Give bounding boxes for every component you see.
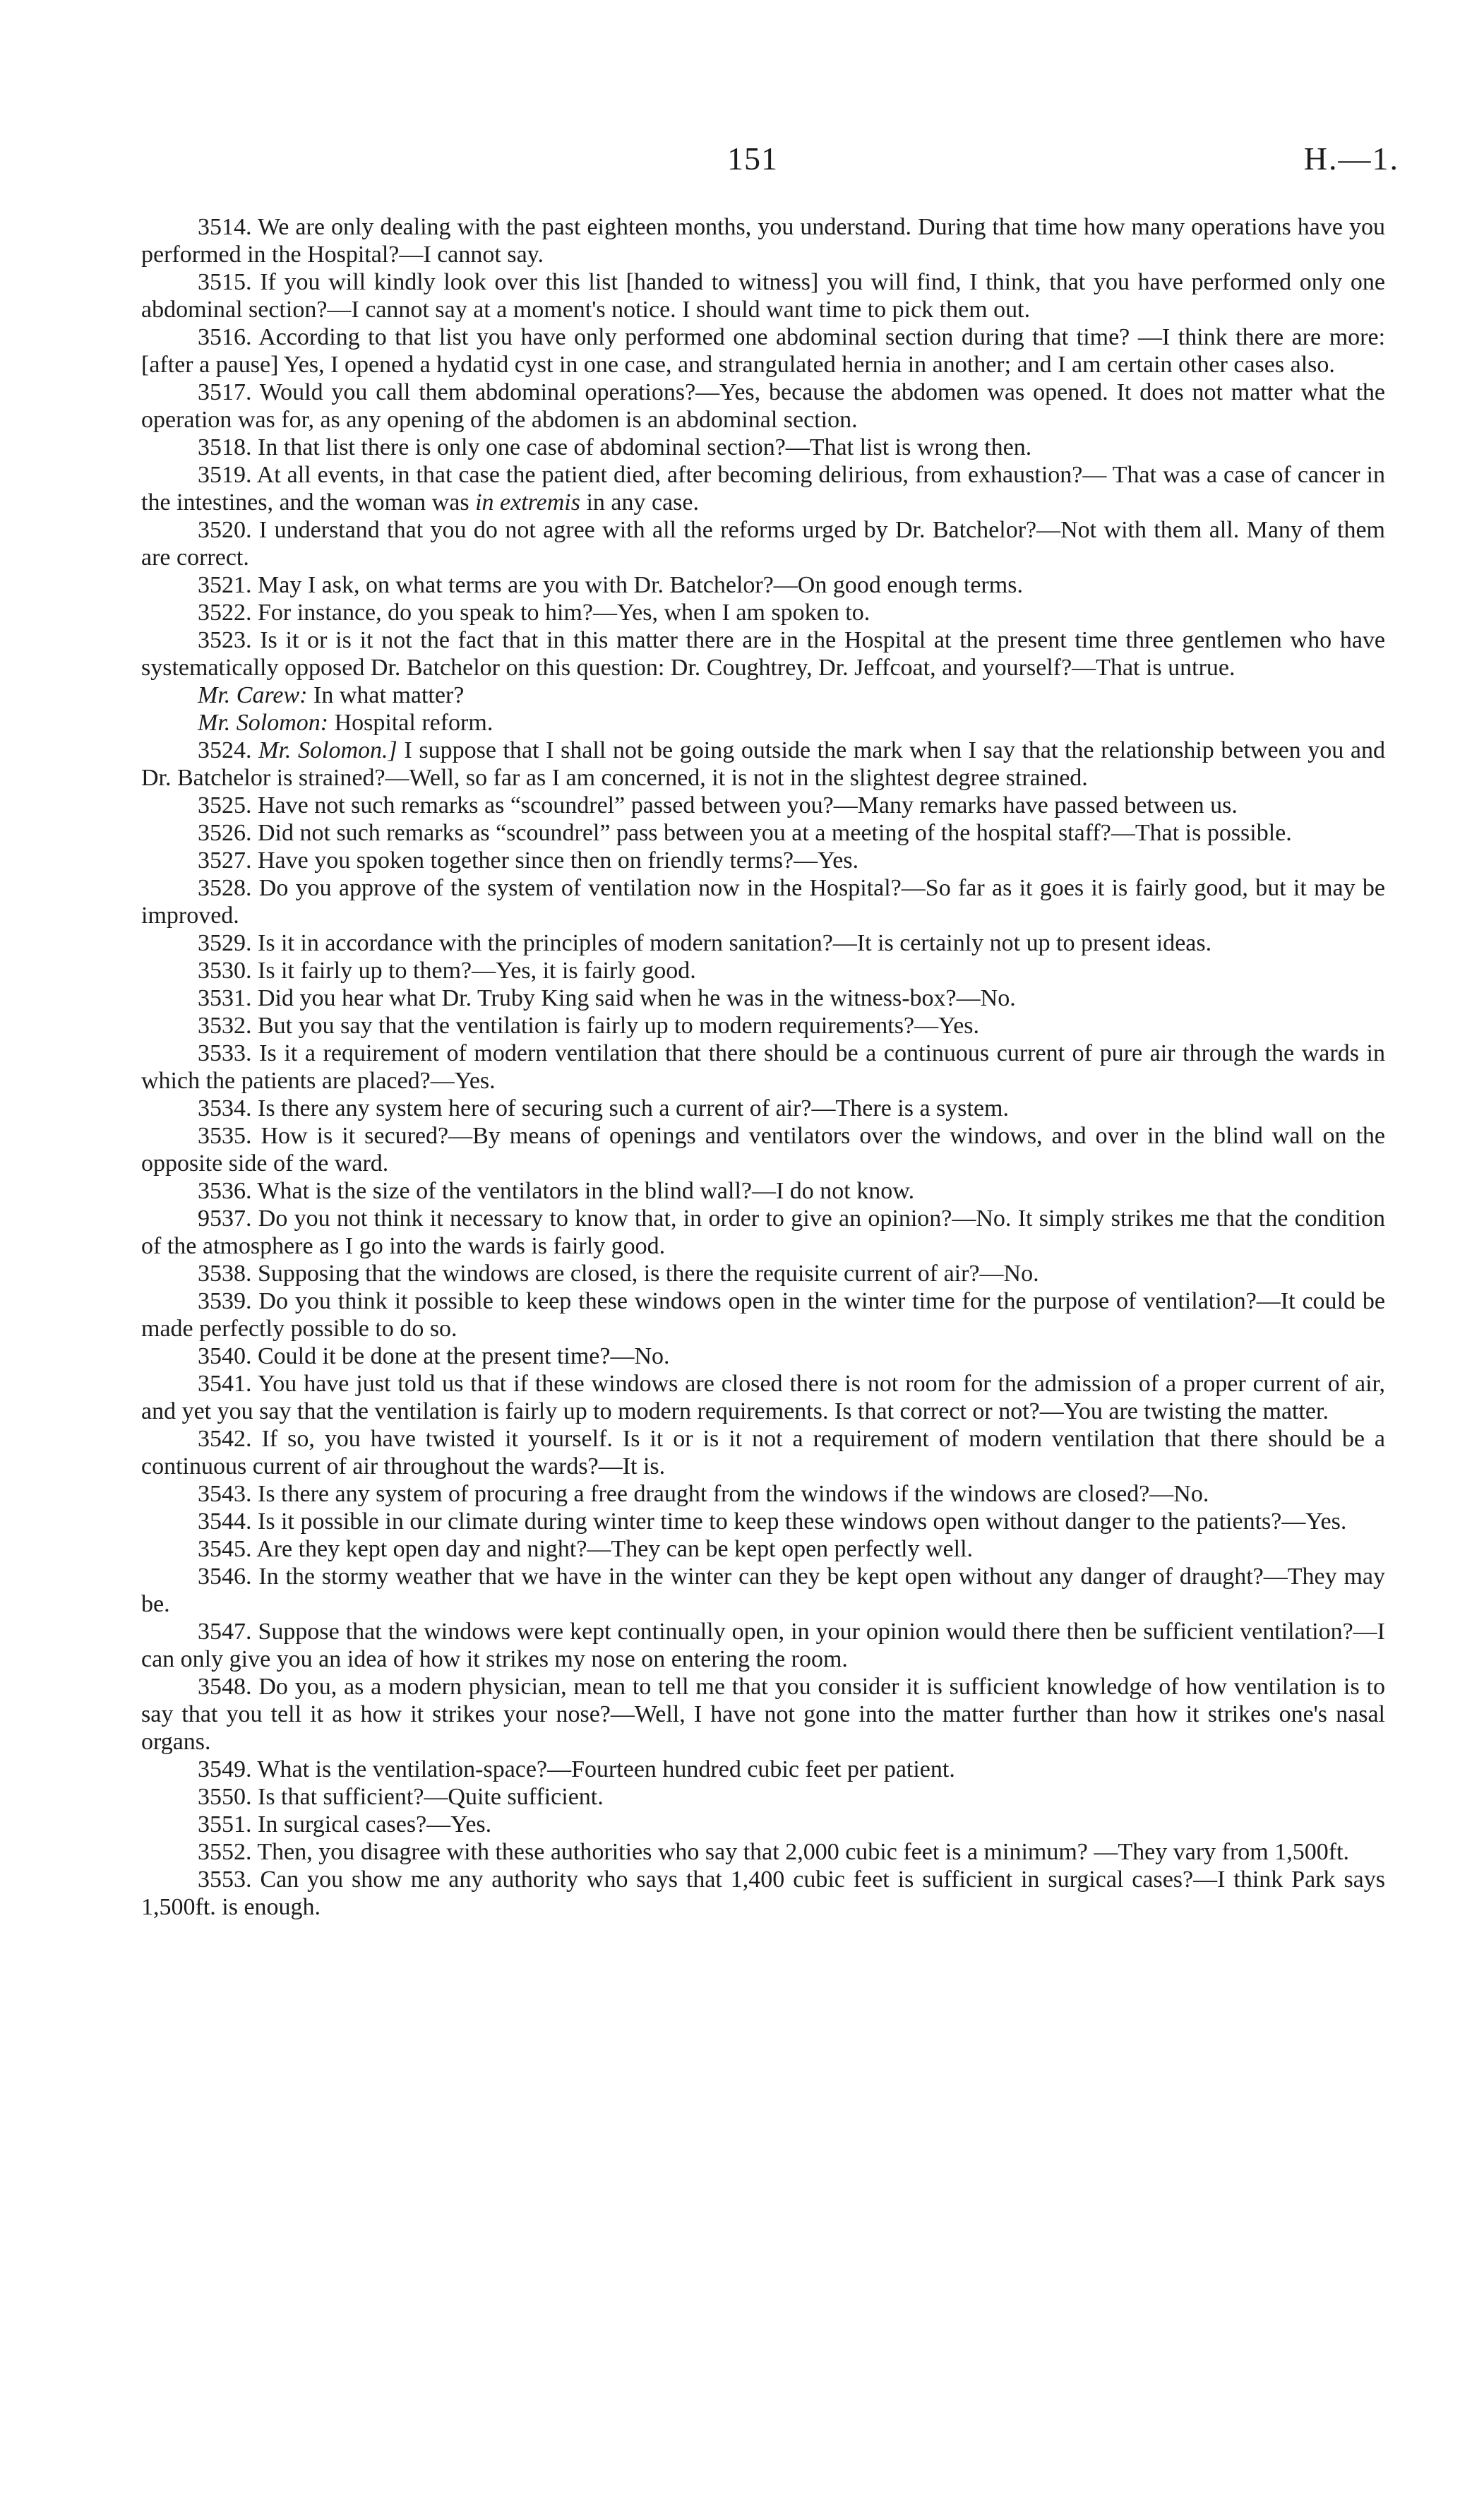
paragraph-text: Do you not think it necessary to know that, in order to give an opinion?—No. It simply strikes me that the condition of the atmosphere as I go into the wards is fairly good. [141,1205,1385,1259]
testimony-paragraph [141,1866,1385,1921]
testimony-paragraph [141,1756,1385,1783]
testimony-paragraph [141,461,1385,516]
testimony-paragraph [141,1260,1385,1287]
paragraph-number: 3550. [198,1784,258,1810]
paragraph-text: Is it or is it not the fact that in this matter there are in the Hospital at the present time three gentlemen who have systematically opposed Dr. Batchelor on this question: Dr. Coughtrey, Dr. Jeffcoat, and yourself?—That is untrue. [141,627,1385,681]
testimony-paragraph [141,1205,1385,1260]
paragraph-text: Are they kept open day and night?—They can be kept open perfectly well. [256,1536,974,1562]
testimony-paragraph [141,681,1385,709]
testimony-body [141,213,1385,1921]
testimony-paragraph [141,1811,1385,1838]
paragraph-number: 3525. [198,792,258,818]
paragraph-text: Do you approve of the system of ventilation now in the Hospital?—So far as it goes it is fairly good, but it may be improved. [141,875,1385,929]
testimony-paragraph [141,984,1385,1012]
paragraph-text: According to that list you have only performed one abdominal section during that time? —I think there are more: [after a pause] Yes, I opened a hydatid cyst in one case, and strangulated hernia in another; and I am certain other cases also. [141,324,1386,378]
paragraph-text: Is it possible in our climate during winter time to keep these windows open without danger to the patients?—Yes. [258,1508,1347,1535]
paragraph-text: Can you show me any authority who says that 1,400 cubic feet is sufficient in surgical cases?—I think Park says 1,500ft. is enough. [141,1866,1385,1920]
testimony-paragraph [141,819,1385,847]
paragraph-number: 3516. [198,324,259,350]
document-code: H.—1. [1303,141,1399,177]
paragraph-number: 3522. [198,600,258,626]
paragraph-number: 3531. [198,985,258,1011]
testimony-paragraph [141,379,1385,434]
paragraph-number: 3540. [198,1343,258,1369]
testimony-paragraph [141,1370,1385,1425]
paragraph-number: 3533. [198,1040,260,1066]
paragraph-text: In that list there is only one case of abdominal section?—That list is wrong then. [258,434,1032,460]
testimony-paragraph [141,1122,1385,1177]
paragraph-text: In what matter? [307,682,465,708]
paragraph-text: Have not such remarks as “scoundrel” passed between you?—Many remarks have passed between us. [258,792,1238,818]
testimony-paragraph [141,929,1385,957]
testimony-paragraph [141,626,1385,681]
speaker-name: Mr. Carew: [198,682,308,708]
paragraph-text: Is there any system here of securing such a current of air?—There is a system. [258,1095,1009,1121]
paragraph-number: 3547. [198,1619,258,1645]
testimony-paragraph [141,1508,1385,1535]
paragraph-text: In the stormy weather that we have in the winter can they be kept open without any danger of draught?—They may be. [141,1564,1385,1617]
paragraph-number: 3532. [198,1013,258,1039]
paragraph-text: Then, you disagree with these authorities who say that 2,000 cubic feet is a minimum? —They vary from 1,500ft. [257,1839,1350,1865]
paragraph-number: 3544. [198,1508,258,1535]
paragraph-number: 3519. [198,462,257,488]
testimony-paragraph [141,1012,1385,1040]
testimony-paragraph [141,709,1385,737]
paragraph-number: 3515. [198,269,261,295]
paragraph-text: In surgical cases?—Yes. [258,1811,492,1838]
paragraph-number: 3529. [198,930,258,956]
italic-phrase: in extremis [475,489,580,516]
paragraph-number: 3514. [198,214,258,240]
testimony-paragraph [141,1535,1385,1563]
testimony-paragraph [141,1673,1385,1756]
paragraph-number: 3545. [198,1536,257,1562]
paragraph-number: 3548. [198,1674,259,1700]
testimony-paragraph [141,847,1385,874]
paragraph-text: How is it secured?—By means of openings and ventilators over the windows, and over in the blind wall on the opposite side of the ward. [141,1123,1385,1177]
paragraph-text: If so, you have twisted it yourself. Is it or is it not a requirement of modern ventilation that there should be a continuous current of air throughout the wards?—It is. [141,1426,1385,1479]
paragraph-text: We are only dealing with the past eighteen months, you understand. During that time how many operations have you performed in the Hospital?—I cannot say. [141,214,1386,268]
speaker-name: Mr. Solomon.] [258,737,397,763]
testimony-paragraph [141,1480,1385,1508]
paragraph-text: Do you think it possible to keep these windows open in the winter time for the purpose of ventilation?—It could be made perfectly possible to do so. [141,1288,1385,1342]
paragraph-number: 3549. [198,1756,258,1782]
paragraph-text: But you say that the ventilation is fairly up to modern requirements?—Yes. [258,1013,980,1039]
testimony-paragraph [141,1838,1385,1866]
paragraph-number: 3553. [198,1866,261,1893]
paragraph-number: 3541. [198,1371,258,1397]
paragraph-text: Suppose that the windows were kept continually open, in your opinion would there then be sufficient ventilation?—I can only give you an idea of how it strikes my nose on entering the room. [141,1619,1385,1672]
paragraph-text: Could it be done at the present time?—No. [258,1343,670,1369]
paragraph-text: If you will kindly look over this list [handed to witness] you will find, I think, that you have performed only one abdominal section?—I cannot say at a moment's notice. I should want time to pick them out. [141,269,1385,323]
paragraph-number: 3528. [198,875,259,901]
paragraph-text: May I ask, on what terms are you with Dr. Batchelor?—On good enough terms. [258,572,1023,598]
paragraph-number: 3542. [198,1426,262,1452]
paragraph-number: 3518. [198,434,258,460]
page-number: 151 [727,141,778,177]
paragraph-number: 3536. [198,1178,258,1204]
testimony-paragraph [141,874,1385,929]
speaker-name: Mr. Solomon: [198,710,329,736]
paragraph-text: Is it a requirement of modern ventilation that there should be a continuous current of pure air through the wards in which the patients are placed?—Yes. [141,1040,1386,1094]
paragraph-text-continued: in any case. [580,489,699,516]
paragraph-number: 3551. [198,1811,258,1838]
paragraph-text: Is it fairly up to them?—Yes, it is fairly good. [258,958,696,984]
testimony-paragraph [141,957,1385,984]
testimony-paragraph [141,516,1385,571]
paragraph-number: 3552. [198,1839,258,1865]
paragraph-text: What is the size of the ventilators in the blind wall?—I do not know. [257,1178,915,1204]
paragraph-text: Did not such remarks as “scoundrel” pass between you at a meeting of the hospital staff?—That is possible. [258,820,1292,846]
paragraph-number: 9537. [198,1205,258,1232]
paragraph-number: 3521. [198,572,258,598]
paragraph-number: 3535. [198,1123,261,1149]
paragraph-number: 3526. [198,820,258,846]
paragraph-number: 3543. [198,1481,258,1507]
paragraph-text: Is that sufficient?—Quite sufficient. [258,1784,604,1810]
paragraph-text: I understand that you do not agree with all the reforms urged by Dr. Batchelor?—Not with them all. Many of them are correct. [141,517,1385,571]
testimony-paragraph [141,737,1385,792]
paragraph-number: 3524. [198,737,259,763]
paragraph-number: 3539. [198,1288,259,1314]
paragraph-text: I suppose that I shall not be going outside the mark when I say that the relationship between you and Dr. Batchelor is strained?—Well, so far as I am concerned, it is not in the slightest degree strained. [141,737,1386,791]
paragraph-number: 3523. [198,627,261,653]
paragraph-number: 3527. [198,847,258,874]
testimony-paragraph [141,323,1385,379]
paragraph-number: 3517. [198,379,260,405]
testimony-paragraph [141,571,1385,599]
testimony-paragraph [141,1618,1385,1673]
paragraph-text: Hospital reform. [328,710,493,736]
paragraph-text: You have just told us that if these windows are closed there is not room for the admission of a proper current of air, and yet you say that the ventilation is fairly up to modern requirements. Is that correct or not?—You are twisting the matter. [141,1371,1385,1424]
paragraph-number: 3530. [198,958,258,984]
testimony-paragraph [141,1342,1385,1370]
testimony-paragraph [141,434,1385,461]
paragraph-text: Is it in accordance with the principles of modern sanitation?—It is certainly not up to present ideas. [258,930,1212,956]
paragraph-number: 3520. [198,517,259,543]
testimony-paragraph [141,1095,1385,1122]
testimony-paragraph [141,1563,1385,1618]
paragraph-text: Would you call them abdominal operations?—Yes, because the abdomen was opened. It does not matter what the operation was for, as any opening of the abdomen is an abdominal section. [141,379,1385,433]
paragraph-number: 3534. [198,1095,258,1121]
testimony-paragraph [141,268,1385,323]
paragraph-number: 3546. [198,1564,259,1590]
paragraph-text: For instance, do you speak to him?—Yes, when I am spoken to. [258,600,870,626]
paragraph-text: At all events, in that case the patient died, after becoming delirious, from exhaustion?— That was a case of cancer in the intestines, and the woman was [141,462,1386,516]
paragraph-number: 3538. [198,1261,258,1287]
testimony-paragraph [141,1177,1385,1205]
paragraph-text: What is the ventilation-space?—Fourteen hundred cubic feet per patient. [257,1756,955,1782]
page-header [0,140,1484,182]
testimony-paragraph [141,1425,1385,1480]
paragraph-text: Did you hear what Dr. Truby King said when he was in the witness-box?—No. [258,985,1016,1011]
testimony-paragraph [141,599,1385,626]
paragraph-text: Have you spoken together since then on friendly terms?—Yes. [258,847,859,874]
testimony-paragraph [141,1783,1385,1811]
paragraph-text: Supposing that the windows are closed, is there the requisite current of air?—No. [258,1261,1039,1287]
testimony-paragraph [141,213,1385,268]
testimony-paragraph [141,792,1385,819]
testimony-paragraph [141,1287,1385,1342]
testimony-paragraph [141,1040,1385,1095]
paragraph-text: Do you, as a modern physician, mean to tell me that you consider it is sufficient knowledge of how ventilation is to say that you tell it as how it strikes your nose?—Well, I have not gone into the matter further than how it strikes one's nasal organs. [141,1674,1385,1755]
paragraph-text: Is there any system of procuring a free draught from the windows if the windows are closed?—No. [258,1481,1209,1507]
